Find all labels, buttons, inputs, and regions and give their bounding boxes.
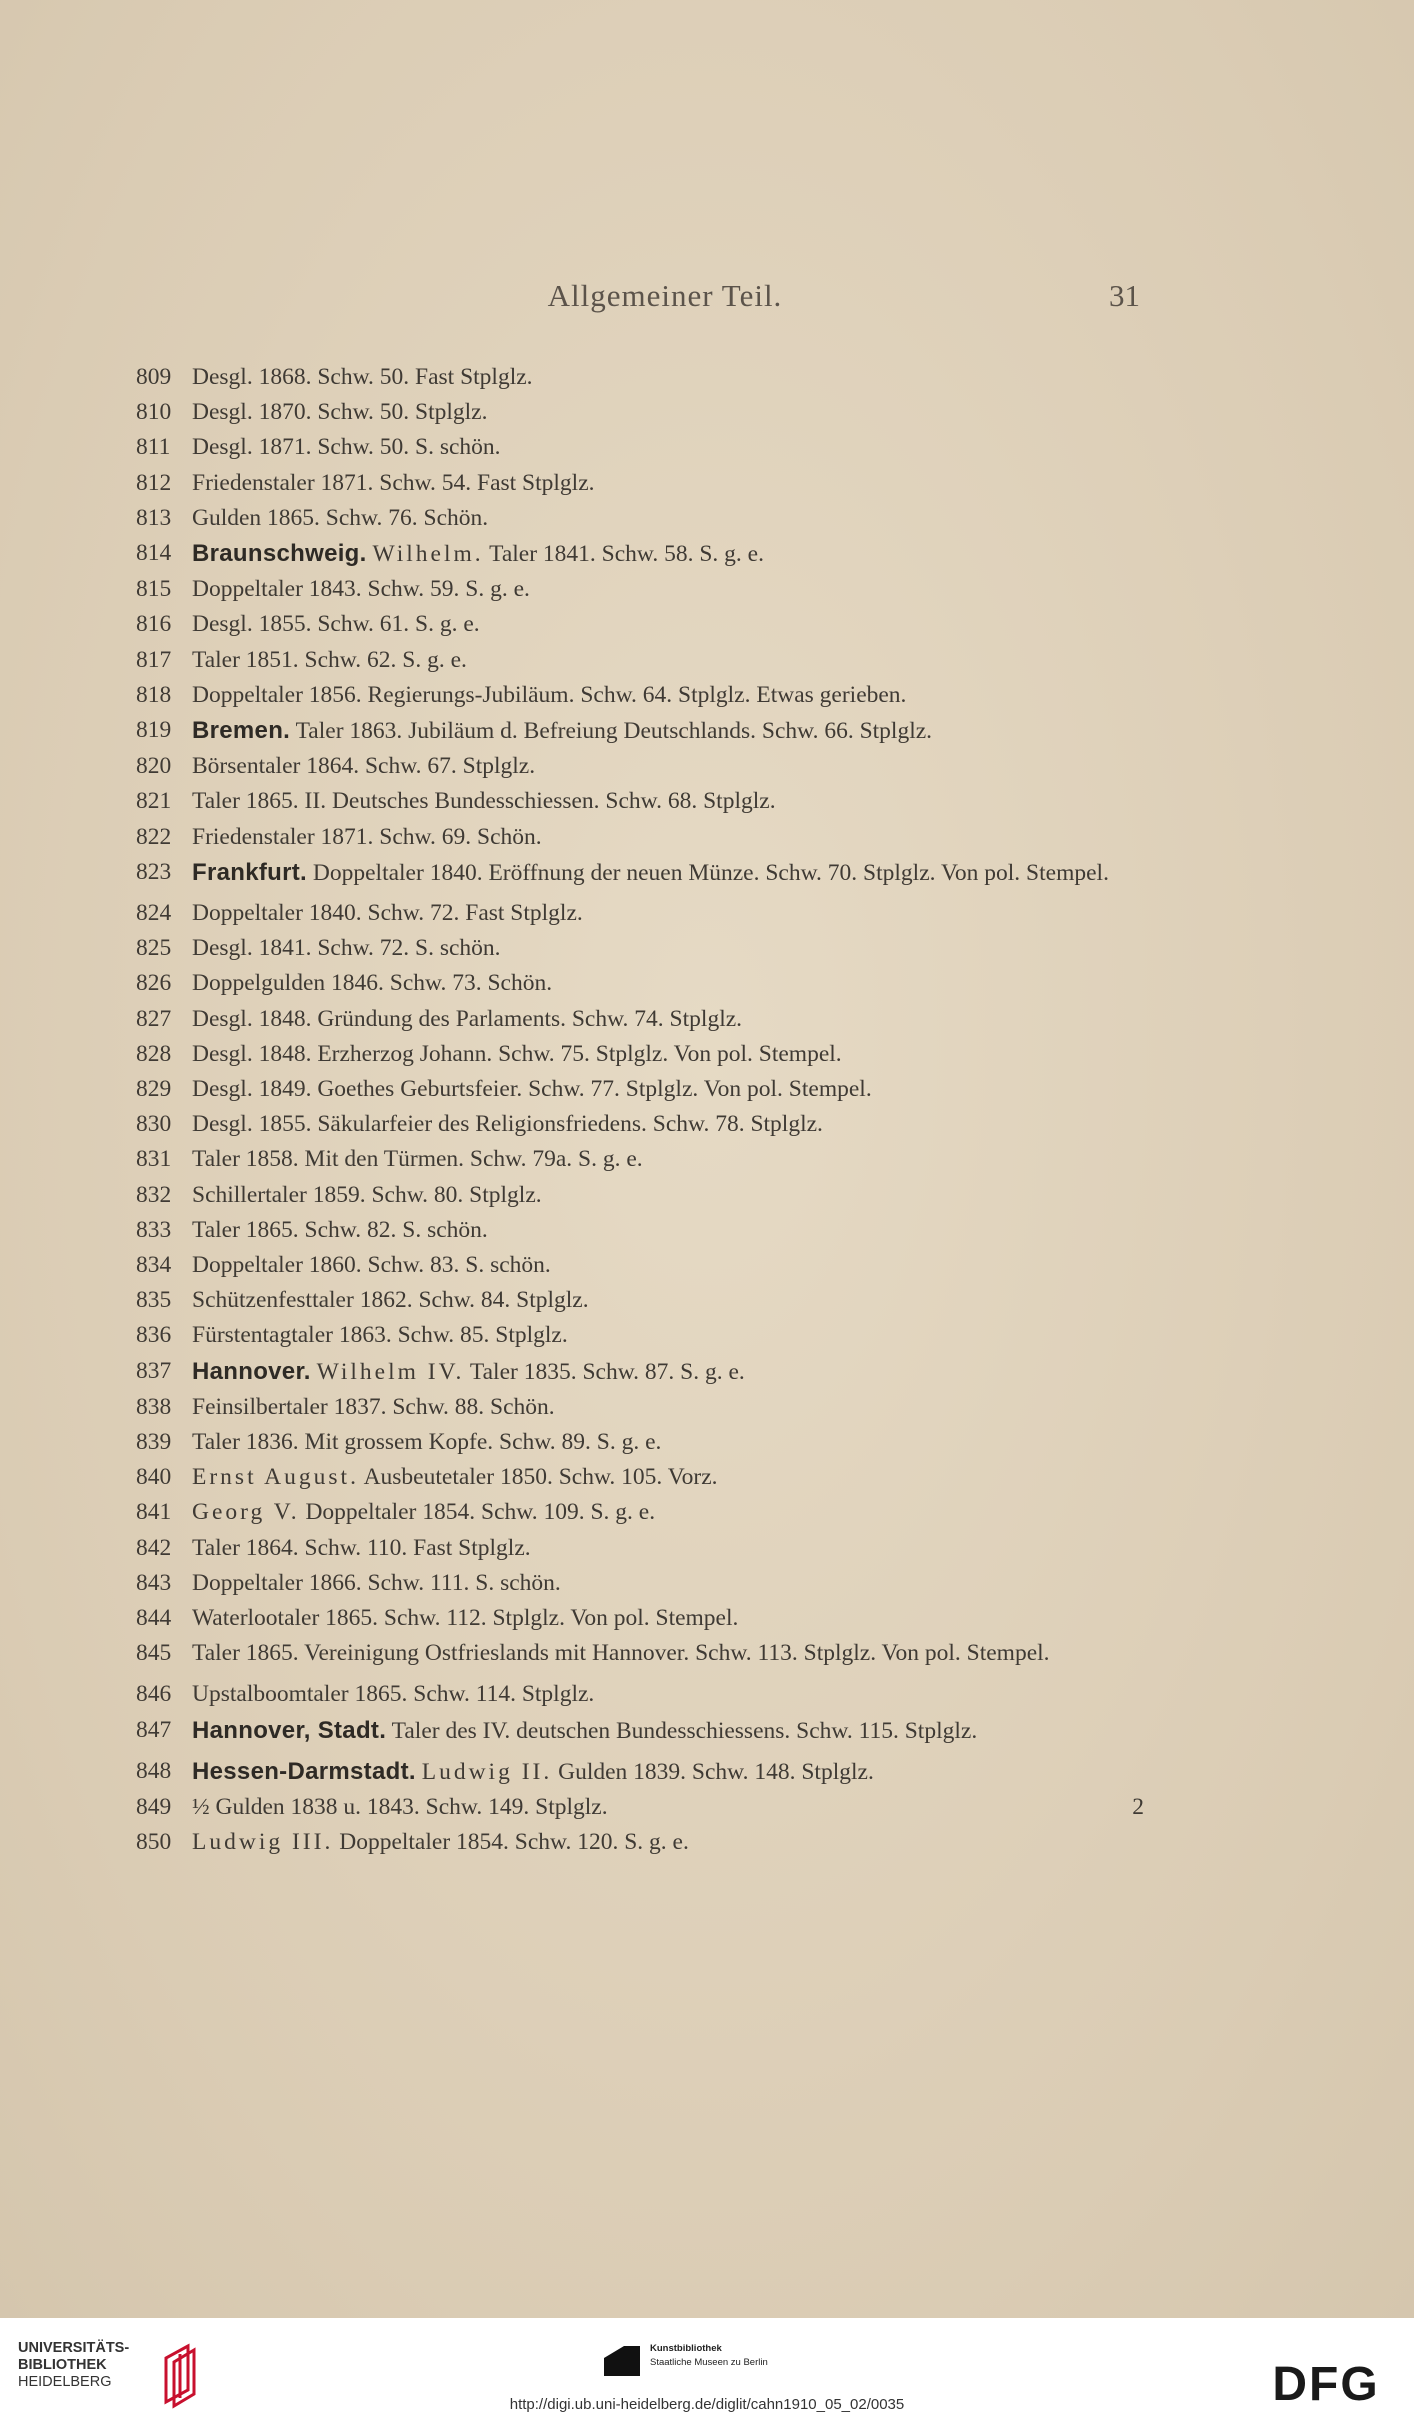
entry-number: 850 <box>136 1829 172 1856</box>
entry-number: 817 <box>136 646 172 673</box>
entry-description: Taler 1865. Schw. 82. S. schön. <box>192 1216 488 1243</box>
entry-body <box>192 1322 568 1348</box>
catalog-entry <box>136 643 1144 678</box>
entry-number: 826 <box>136 970 172 997</box>
entry-ruler-name: Wilhelm IV. <box>316 1358 465 1385</box>
entry-body <box>192 1718 977 1744</box>
entry-body <box>192 1287 589 1313</box>
entry-body <box>192 470 595 496</box>
page-header <box>190 278 1140 328</box>
entry-number: 836 <box>136 1322 172 1349</box>
entry-description: Desgl. 1841. Schw. 72. S. schön. <box>192 935 501 962</box>
entry-description: Desgl. 1848. Gründung des Parlaments. Schw. 74. Stplglz. <box>192 1005 743 1032</box>
entry-number: 811 <box>136 434 171 461</box>
entry-description: Feinsilbertaler 1837. Schw. 88. Schön. <box>192 1393 555 1420</box>
entry-region-heading: Bremen. <box>192 717 291 745</box>
catalog-entry <box>136 966 1144 1001</box>
entry-description: Desgl. 1870. Schw. 50. Stplglz. <box>192 399 488 426</box>
entry-body <box>192 1570 561 1596</box>
catalog-entry <box>136 1072 1144 1107</box>
entry-description: Desgl. 1855. Schw. 61. S. g. e. <box>192 611 480 638</box>
entry-body <box>192 1605 738 1631</box>
entry-region-heading: Hessen-Darmstadt. <box>192 1757 416 1785</box>
catalog-entry <box>136 501 1144 536</box>
entry-number: 845 <box>136 1640 172 1667</box>
entry-region-heading: Frankfurt. <box>192 858 308 886</box>
entry-description: Taler 1851. Schw. 62. S. g. e. <box>192 646 467 673</box>
entry-number: 834 <box>136 1252 172 1279</box>
entry-body <box>192 1829 689 1855</box>
entry-number: 814 <box>136 540 172 567</box>
entry-body <box>192 1429 661 1455</box>
catalog-entry <box>136 1425 1144 1460</box>
entry-description: Doppeltaler 1840. Eröffnung der neuen Münze. Schw. 70. Stplglz. Von pol. Stempel. <box>312 859 1109 886</box>
entry-description: Taler des IV. deutschen Bundesschiessens. Schw. 115. Stplglz. <box>391 1717 978 1744</box>
entry-body <box>192 970 552 996</box>
entry-description: Schillertaler 1859. Schw. 80. Stplglz. <box>192 1181 542 1208</box>
entry-description: Taler 1865. Vereinigung Ostfrieslands mit Hannover. Schw. 113. Stplglz. Von pol. Stempel. <box>192 1640 1050 1667</box>
entry-number: 828 <box>136 1040 172 1067</box>
entry-number: 815 <box>136 576 172 603</box>
catalog-entry <box>136 713 1144 749</box>
entry-description: Fürstentagtaler 1863. Schw. 85. Stplglz. <box>192 1322 568 1349</box>
entry-body <box>192 860 1109 886</box>
entry-description: Upstalboomtaler 1865. Schw. 114. Stplglz. <box>192 1681 595 1708</box>
catalog-entry <box>136 1318 1144 1353</box>
entry-number: 844 <box>136 1605 172 1632</box>
entry-number: 839 <box>136 1429 172 1456</box>
entry-description: Doppeltaler 1866. Schw. 111. S. schön. <box>192 1569 561 1596</box>
catalog-entry <box>136 1354 1144 1390</box>
entry-body <box>192 682 906 708</box>
entry-body <box>192 900 583 926</box>
entry-description: Doppelgulden 1846. Schw. 73. Schön. <box>192 970 553 997</box>
catalog-entries <box>136 360 1144 1860</box>
catalog-entry <box>136 1002 1144 1037</box>
entry-body <box>192 1041 842 1067</box>
catalog-entry <box>136 784 1144 819</box>
entry-description: Waterlootaler 1865. Schw. 112. Stplglz. Von pol. Stempel. <box>192 1605 739 1632</box>
entry-description: Taler 1863. Jubiläum d. Befreiung Deutschlands. Schw. 66. Stplglz. <box>295 718 933 745</box>
entry-ruler-name: Wilhelm. <box>372 541 484 568</box>
entry-ruler-name: Ernst August. <box>192 1464 359 1491</box>
entry-description: Taler 1864. Schw. 110. Fast Stplglz. <box>192 1534 531 1561</box>
catalog-entry <box>136 607 1144 642</box>
entry-body <box>192 788 776 814</box>
entry-description: Doppeltaler 1856. Regierungs-Jubiläum. Schw. 64. Stplglz. Etwas gerieben. <box>192 681 907 708</box>
catalog-entry <box>136 466 1144 501</box>
entry-region-heading: Hannover, Stadt. <box>192 1716 387 1744</box>
entry-body <box>192 1182 542 1208</box>
university-library-name: UNIVERSITÄTS- BIBLIOTHEK HEIDELBERG <box>18 2340 130 2390</box>
catalog-entry <box>136 931 1144 966</box>
catalog-entry <box>136 1566 1144 1601</box>
catalog-entry <box>136 430 1144 465</box>
entry-description: Taler 1836. Mit grossem Kopfe. Schw. 89. S. g. e. <box>192 1429 662 1456</box>
entry-description: Doppeltaler 1854. Schw. 120. S. g. e. <box>339 1829 689 1856</box>
entry-number: 847 <box>136 1716 172 1743</box>
permalink-url[interactable]: http://digi.ub.uni-heidelberg.de/diglit/cahn1910_05_02/0035 <box>509 2396 905 2413</box>
entry-body <box>192 1111 823 1137</box>
entry-number: 835 <box>136 1287 172 1314</box>
entry-body <box>192 611 480 637</box>
catalog-entry <box>136 360 1144 395</box>
entry-body <box>192 1499 655 1525</box>
entry-number: 832 <box>136 1181 172 1208</box>
entry-description: Taler 1858. Mit den Türmen. Schw. 79a. S. g. e. <box>192 1146 643 1173</box>
footer-bar <box>0 2318 1414 2419</box>
entry-number: 819 <box>136 717 172 744</box>
entry-number: 831 <box>136 1146 172 1173</box>
catalog-entry <box>136 572 1144 607</box>
catalog-entry <box>136 1636 1144 1677</box>
catalog-entry <box>136 1283 1144 1318</box>
entry-number: 838 <box>136 1393 172 1420</box>
entry-description: Doppeltaler 1854. Schw. 109. S. g. e. <box>305 1499 656 1526</box>
entry-number: 840 <box>136 1464 172 1491</box>
entry-description: Gulden 1839. Schw. 148. Stplglz. <box>558 1758 874 1785</box>
entry-description: Desgl. 1848. Erzherzog Johann. Schw. 75. Stplglz. Von pol. Stempel. <box>192 1040 842 1067</box>
entry-number: 818 <box>136 681 172 708</box>
entry-body <box>192 434 501 460</box>
catalog-entry <box>136 1248 1144 1283</box>
entry-description: Desgl. 1855. Säkularfeier des Religionsfriedens. Schw. 78. Stplglz. <box>192 1111 823 1138</box>
entry-ruler-name: Georg V. <box>192 1499 300 1526</box>
catalog-entry <box>136 1531 1144 1566</box>
catalog-entry <box>136 1713 1144 1754</box>
catalog-entry <box>136 1495 1144 1530</box>
kunstbibliothek-name: Kunstbibliothek Staatliche Museen zu Berlin <box>650 2343 768 2368</box>
entry-number: 848 <box>136 1757 172 1784</box>
catalog-entry <box>136 1142 1144 1177</box>
entry-body <box>192 1464 718 1490</box>
page-number: 31 <box>1109 278 1140 313</box>
kunstbibliothek-logo[interactable] <box>602 2340 842 2380</box>
entry-ruler-name: Ludwig III. <box>192 1829 334 1856</box>
entry-description: Börsentaler 1864. Schw. 67. Stplglz. <box>192 753 536 780</box>
catalog-entry <box>136 1178 1144 1213</box>
entry-body <box>192 753 535 779</box>
entry-number: 837 <box>136 1357 172 1384</box>
catalog-entry <box>136 1825 1144 1860</box>
entry-description: Desgl. 1849. Goethes Geburtsfeier. Schw. 77. Stplglz. Von pol. Stempel. <box>192 1076 872 1103</box>
entry-region-heading: Hannover. <box>192 1357 311 1385</box>
entry-number: 813 <box>136 504 172 531</box>
catalog-entry <box>136 1677 1144 1712</box>
catalog-entry <box>136 536 1144 572</box>
entry-number: 846 <box>136 1681 172 1708</box>
dfg-logo-text: DFG <box>1272 2360 1380 2406</box>
entry-number: 842 <box>136 1534 172 1561</box>
entry-body <box>192 1640 1050 1666</box>
entry-number: 820 <box>136 753 172 780</box>
entry-number: 809 <box>136 364 172 390</box>
entry-number: 827 <box>136 1005 172 1032</box>
entry-body <box>192 364 533 390</box>
catalog-entry <box>136 1754 1144 1790</box>
entry-ruler-name: Ludwig II. <box>421 1758 553 1785</box>
entry-number: 841 <box>136 1499 172 1526</box>
entry-number: 830 <box>136 1111 172 1138</box>
entry-body <box>192 576 530 602</box>
entry-body <box>192 1359 745 1385</box>
catalog-entry <box>136 896 1144 931</box>
entry-body <box>192 1681 594 1707</box>
entry-body <box>192 824 542 850</box>
entry-body <box>192 935 501 961</box>
entry-description: ½ Gulden 1838 u. 1843. Schw. 149. Stplglz. <box>192 1794 608 1821</box>
catalog-entry <box>136 1107 1144 1142</box>
entry-number: 812 <box>136 469 172 496</box>
entry-description: Doppeltaler 1843. Schw. 59. S. g. e. <box>192 576 530 603</box>
entry-number: 829 <box>136 1076 172 1103</box>
entry-description: Gulden 1865. Schw. 76. Schön. <box>192 504 489 531</box>
catalog-entry <box>136 1390 1144 1425</box>
catalog-entry <box>136 1790 1144 1825</box>
entry-description: Ausbeutetaler 1850. Schw. 105. Vorz. <box>363 1464 718 1491</box>
entry-number: 823 <box>136 858 172 885</box>
catalog-entry <box>136 678 1144 713</box>
entry-number: 822 <box>136 823 172 850</box>
entry-description: Desgl. 1868. Schw. 50. Fast Stplglz. <box>192 364 533 390</box>
catalog-entry <box>136 1460 1144 1495</box>
entry-body <box>192 1217 488 1243</box>
entry-number: 810 <box>136 399 172 426</box>
entry-description: Doppeltaler 1840. Schw. 72. Fast Stplglz. <box>192 900 583 927</box>
entry-description: Taler 1841. Schw. 58. S. g. e. <box>489 541 764 568</box>
entry-body <box>192 718 932 744</box>
entry-description: Schützenfesttaler 1862. Schw. 84. Stplglz. <box>192 1287 589 1314</box>
entry-number: 833 <box>136 1216 172 1243</box>
entry-body <box>192 1252 551 1278</box>
entry-number: 824 <box>136 900 172 927</box>
entry-body <box>192 1076 872 1102</box>
entry-number: 821 <box>136 788 172 815</box>
entry-description: Doppeltaler 1860. Schw. 83. S. schön. <box>192 1252 551 1279</box>
entry-body <box>192 399 487 425</box>
catalog-entry <box>136 1213 1144 1248</box>
entry-region-heading: Braunschweig. <box>192 540 367 568</box>
entry-body <box>192 1006 742 1032</box>
entry-description: Taler 1865. II. Deutsches Bundesschiessen. Schw. 68. Stplglz. <box>192 788 776 815</box>
catalog-entry <box>136 1601 1144 1636</box>
entry-body <box>192 1759 874 1785</box>
entry-description: Desgl. 1871. Schw. 50. S. schön. <box>192 434 501 461</box>
entry-description: Taler 1835. Schw. 87. S. g. e. <box>469 1358 745 1385</box>
kunstbibliothek-mark-icon <box>602 2344 642 2378</box>
entry-body <box>192 1146 643 1172</box>
catalog-entry <box>136 1037 1144 1072</box>
entry-number: 843 <box>136 1569 172 1596</box>
entry-body <box>192 505 488 531</box>
running-title: Allgemeiner Teil. <box>547 278 783 313</box>
entry-description: Friedenstaler 1871. Schw. 54. Fast Stplglz. <box>192 469 595 496</box>
entry-body <box>192 647 467 673</box>
catalog-entry <box>136 749 1144 784</box>
entry-body <box>192 541 764 567</box>
entry-description: Friedenstaler 1871. Schw. 69. Schön. <box>192 823 542 850</box>
entry-number: 849 <box>136 1794 172 1821</box>
entry-body <box>192 1794 608 1820</box>
entry-body <box>192 1394 555 1420</box>
entry-number: 825 <box>136 935 172 962</box>
catalog-entry <box>136 855 1144 896</box>
entry-estimate-value: 2 <box>1132 1794 1144 1821</box>
catalog-entry <box>136 395 1144 430</box>
catalog-entry <box>136 820 1144 855</box>
entry-number: 816 <box>136 611 172 638</box>
entry-body <box>192 1535 531 1561</box>
